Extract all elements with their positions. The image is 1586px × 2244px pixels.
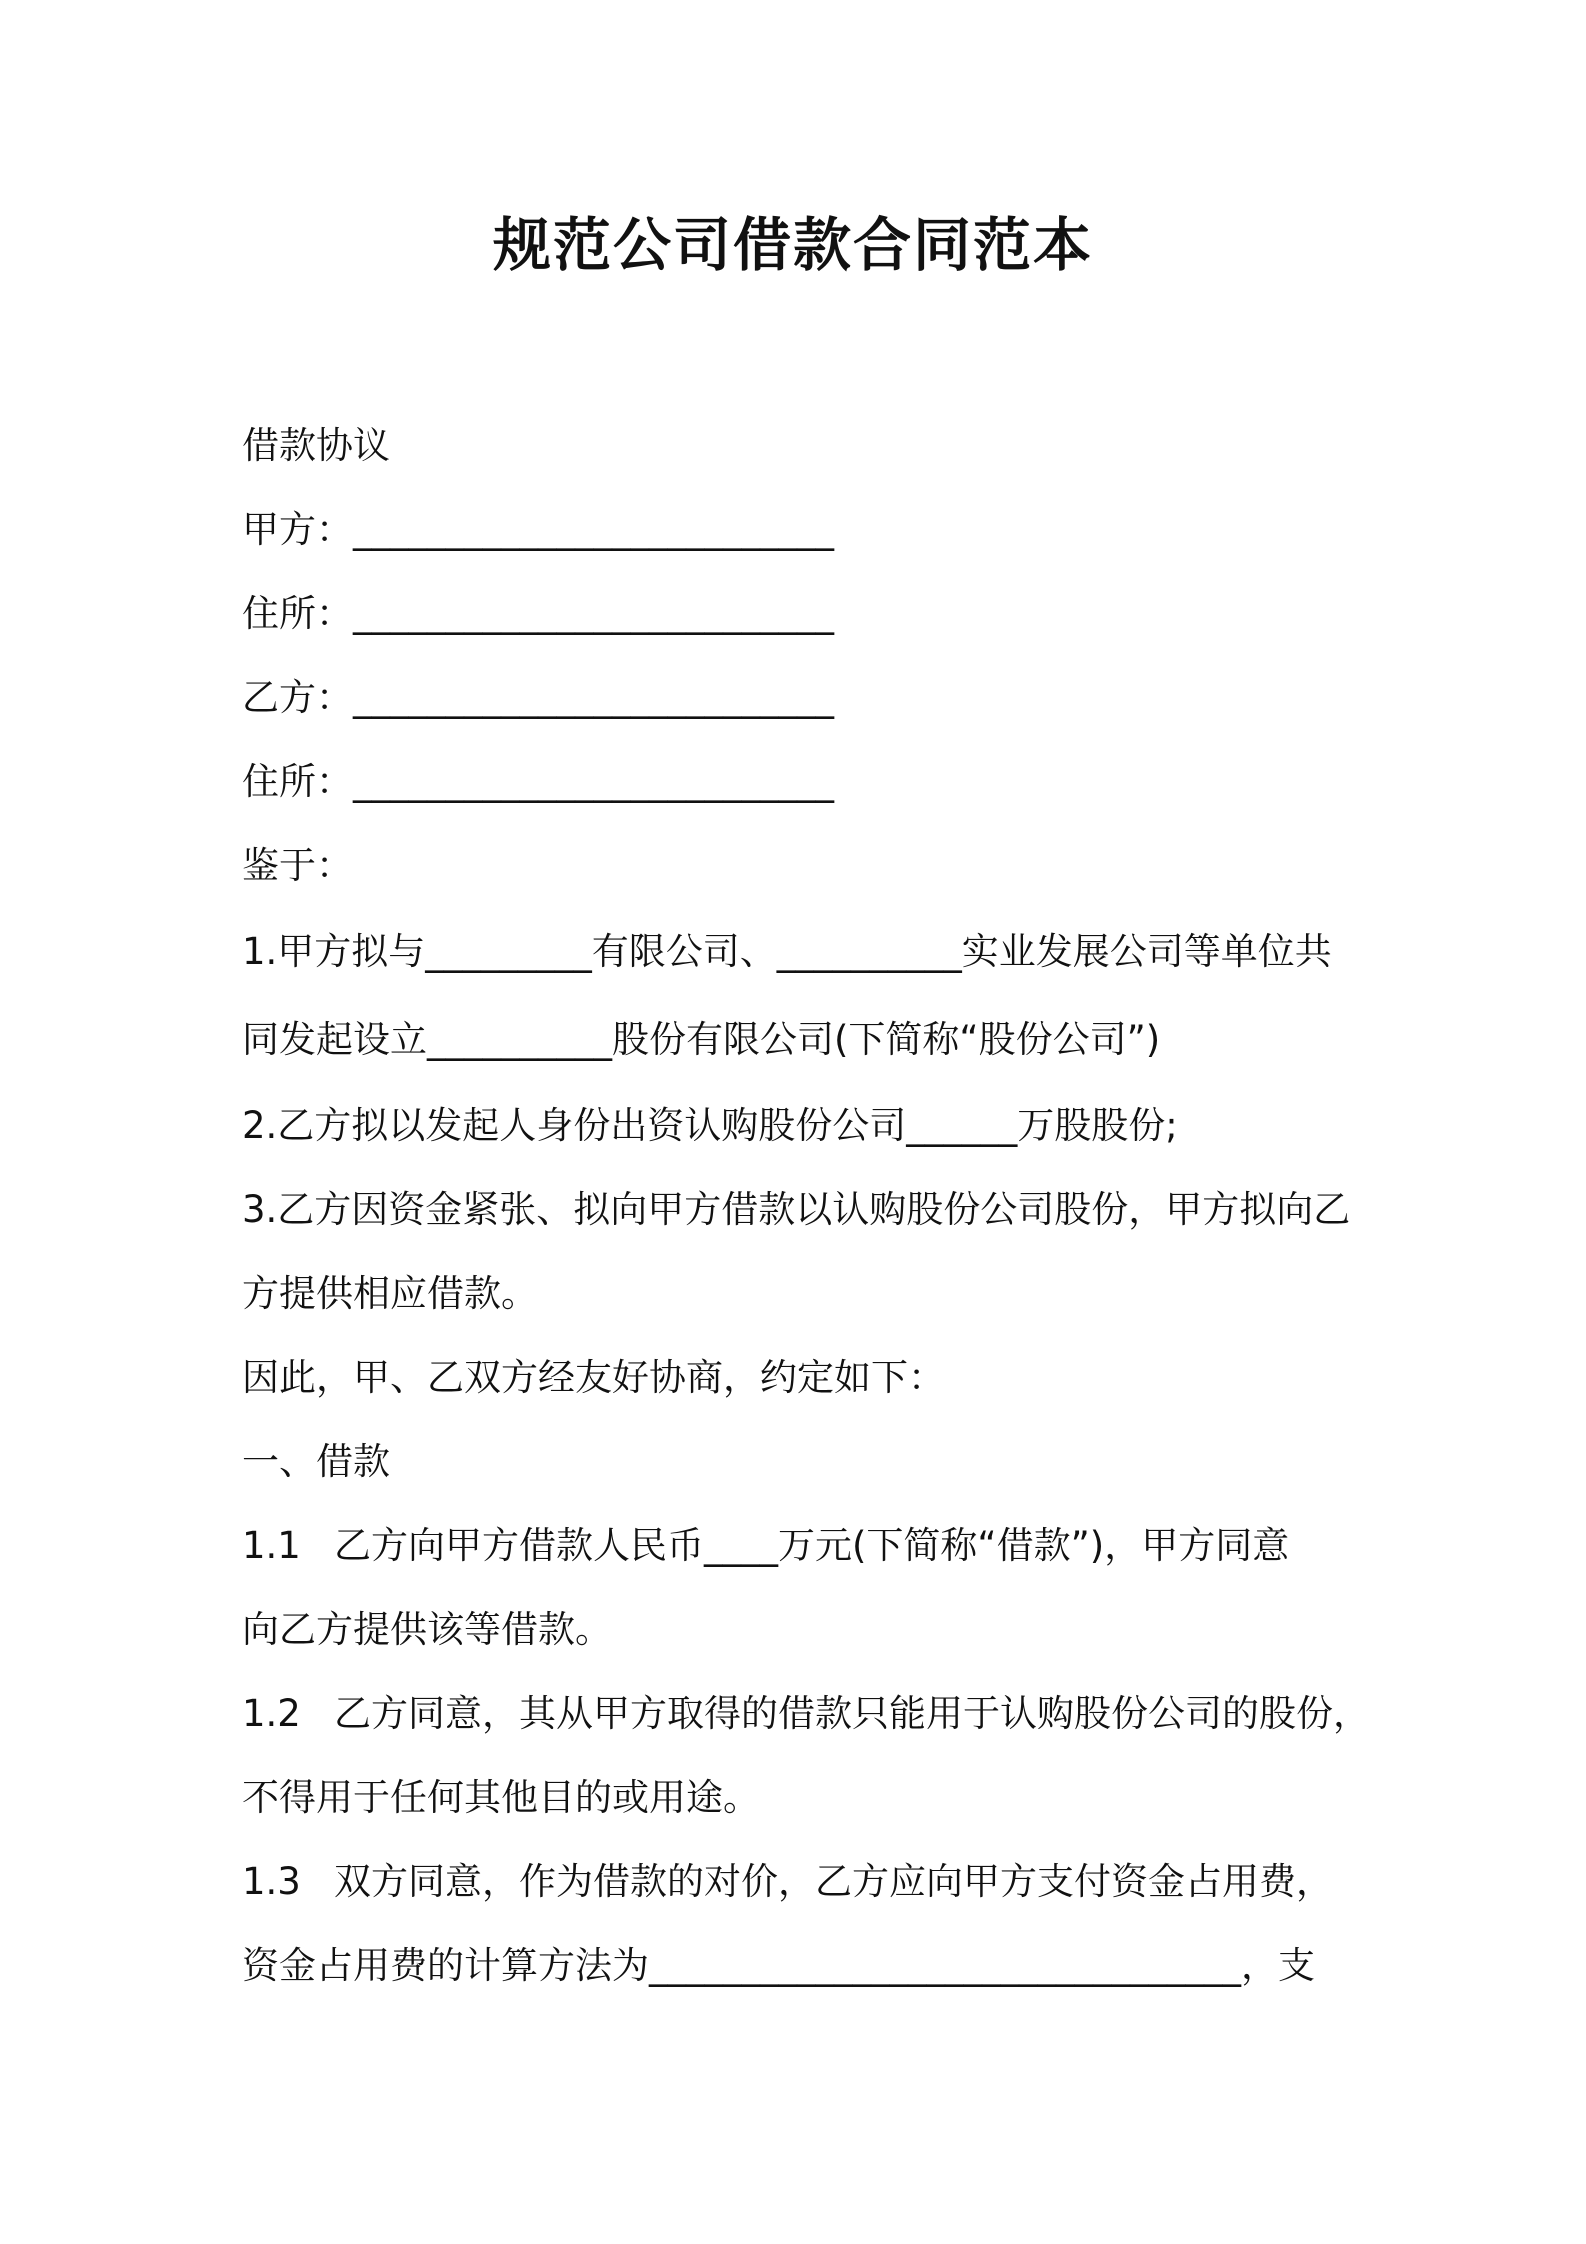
party-b-address-line: 住所：__________________________ [242, 760, 834, 803]
clause-1-1-line-2: 向乙方提供该等借款。 [242, 1608, 612, 1651]
clause-1-1-text: 乙方向甲方借款人民币____万元(下简称“借款”)，甲方同意 [334, 1524, 1290, 1567]
document-body [242, 404, 1370, 2008]
clause-1-2-text: 乙方同意，其从甲方取得的借款只能用于认购股份公司的股份， [334, 1692, 1370, 1735]
clause-1-2-number: 1.2 [242, 1692, 301, 1735]
clause-1-3-line-2: 资金占用费的计算方法为________________________________，支 [242, 1944, 1315, 1987]
whereas-label: 鉴于： [242, 844, 353, 887]
clause-1-2-line-2: 不得用于任何其他目的或用途。 [242, 1776, 760, 1819]
recital-3-line-2: 方提供相应借款。 [242, 1272, 538, 1315]
clause-1-3-number: 1.3 [242, 1860, 301, 1903]
clause-1-1-line-1 [242, 1504, 1362, 1588]
party-b-line: 乙方：__________________________ [242, 676, 834, 719]
clause-1-2-line-1 [242, 1672, 1370, 1756]
clause-1-3-text: 双方同意，作为借款的对价，乙方应向甲方支付资金占用费， [334, 1860, 1333, 1903]
recital-1-line-1: 1.甲方拟与_________有限公司、__________实业发展公司等单位共 [242, 930, 1332, 973]
clause-1-3-line-1 [242, 1840, 1362, 1924]
section-1-title: 一、借款 [242, 1440, 390, 1483]
document-title: 规范公司借款合同范本 [492, 211, 1093, 279]
recital-1-line-2: 同发起设立__________股份有限公司(下简称“股份公司”) [242, 1018, 1161, 1061]
party-a-line: 甲方：__________________________ [242, 508, 834, 551]
clause-1-1-number: 1.1 [242, 1524, 301, 1567]
party-a-address-line: 住所：__________________________ [242, 592, 834, 635]
recital-2: 2.乙方拟以发起人身份出资认购股份公司______万股股份; [242, 1104, 1178, 1147]
recital-3-line-1: 3.乙方因资金紧张、拟向甲方借款以认购股份公司股份，甲方拟向乙 [242, 1188, 1351, 1231]
agreement-intro: 因此，甲、乙双方经友好协商，约定如下： [242, 1356, 945, 1399]
agreement-heading: 借款协议 [242, 424, 390, 467]
